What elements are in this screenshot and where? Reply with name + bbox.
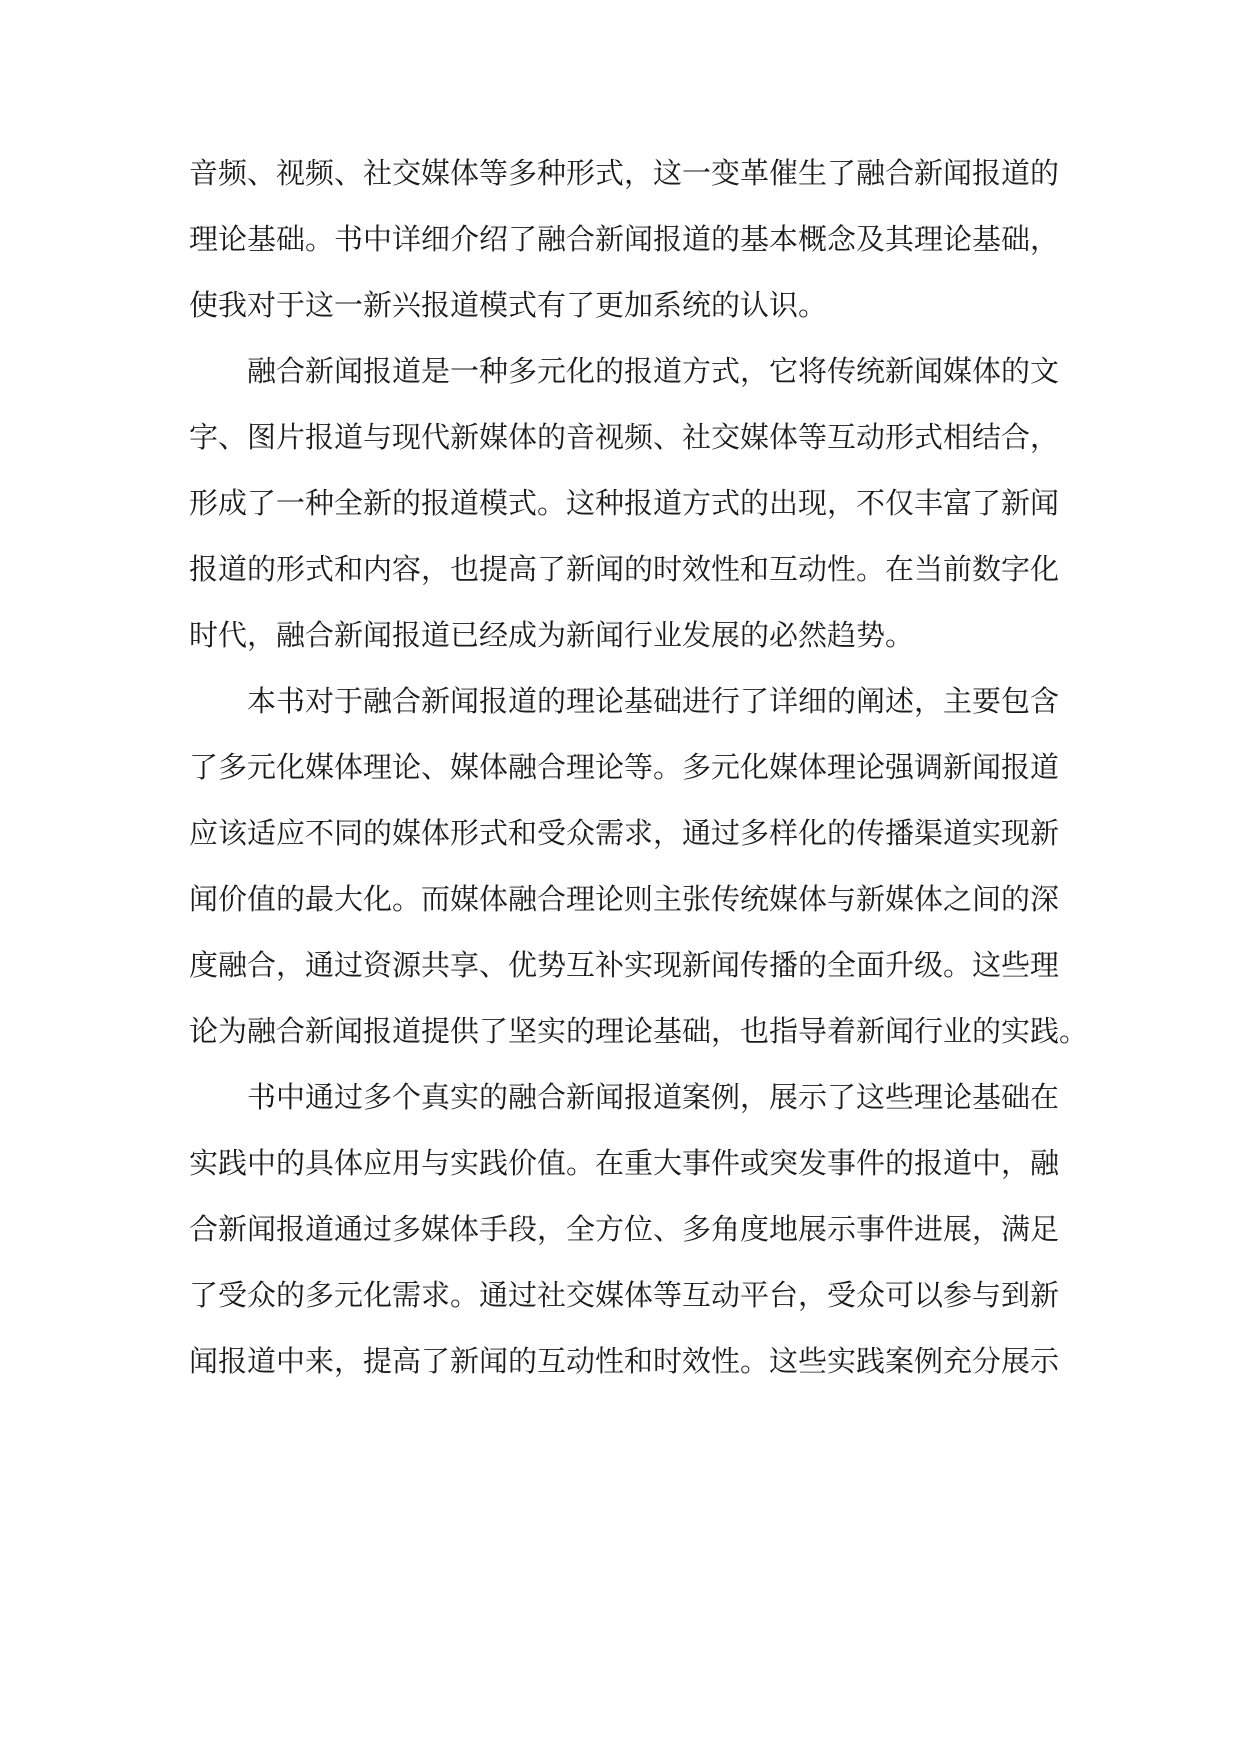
- paragraph-line: 论为融合新闻报道提供了坚实的理论基础，也指导着新闻行业的实践。: [189, 1014, 1089, 1048]
- body-text: [189, 140, 1089, 1394]
- paragraph-line: 时代，融合新闻报道已经成为新闻行业发展的必然趋势。: [189, 618, 915, 652]
- paragraph-line: 报道的形式和内容，也提高了新闻的时效性和互动性。在当前数字化: [189, 552, 1060, 586]
- paragraph-line: 了受众的多元化需求。通过社交媒体等互动平台，受众可以参与到新: [189, 1278, 1060, 1312]
- paragraph-line: 使我对于这一新兴报道模式有了更加系统的认识。: [189, 288, 828, 322]
- paragraph-line: 闻价值的最大化。而媒体融合理论则主张传统媒体与新媒体之间的深: [189, 882, 1060, 916]
- paragraph-line: 理论基础。书中详细介绍了融合新闻报道的基本概念及其理论基础，: [189, 222, 1060, 256]
- paragraph-line: 本书对于融合新闻报道的理论基础进行了详细的阐述，主要包含: [247, 684, 1060, 718]
- paragraph-line: 实践中的具体应用与实践价值。在重大事件或突发事件的报道中，融: [189, 1146, 1060, 1180]
- paragraph-line: 字、图片报道与现代新媒体的音视频、社交媒体等互动形式相结合，: [189, 420, 1060, 454]
- paragraph-line: 书中通过多个真实的融合新闻报道案例，展示了这些理论基础在: [247, 1080, 1060, 1114]
- paragraph-line: 度融合，通过资源共享、优势互补实现新闻传播的全面升级。这些理: [189, 948, 1060, 982]
- paragraph-line: 闻报道中来，提高了新闻的互动性和时效性。这些实践案例充分展示: [189, 1344, 1060, 1378]
- paragraph-line: 音频、视频、社交媒体等多种形式，这一变革催生了融合新闻报道的: [189, 156, 1060, 190]
- paragraph-line: 形成了一种全新的报道模式。这种报道方式的出现，不仅丰富了新闻: [189, 486, 1060, 520]
- paragraph-line: 应该适应不同的媒体形式和受众需求，通过多样化的传播渠道实现新: [189, 816, 1060, 850]
- paragraph-line: 了多元化媒体理论、媒体融合理论等。多元化媒体理论强调新闻报道: [189, 750, 1060, 784]
- paragraph-line: 融合新闻报道是一种多元化的报道方式，它将传统新闻媒体的文: [247, 354, 1060, 388]
- paragraph-line: 合新闻报道通过多媒体手段，全方位、多角度地展示事件进展，满足: [189, 1212, 1060, 1246]
